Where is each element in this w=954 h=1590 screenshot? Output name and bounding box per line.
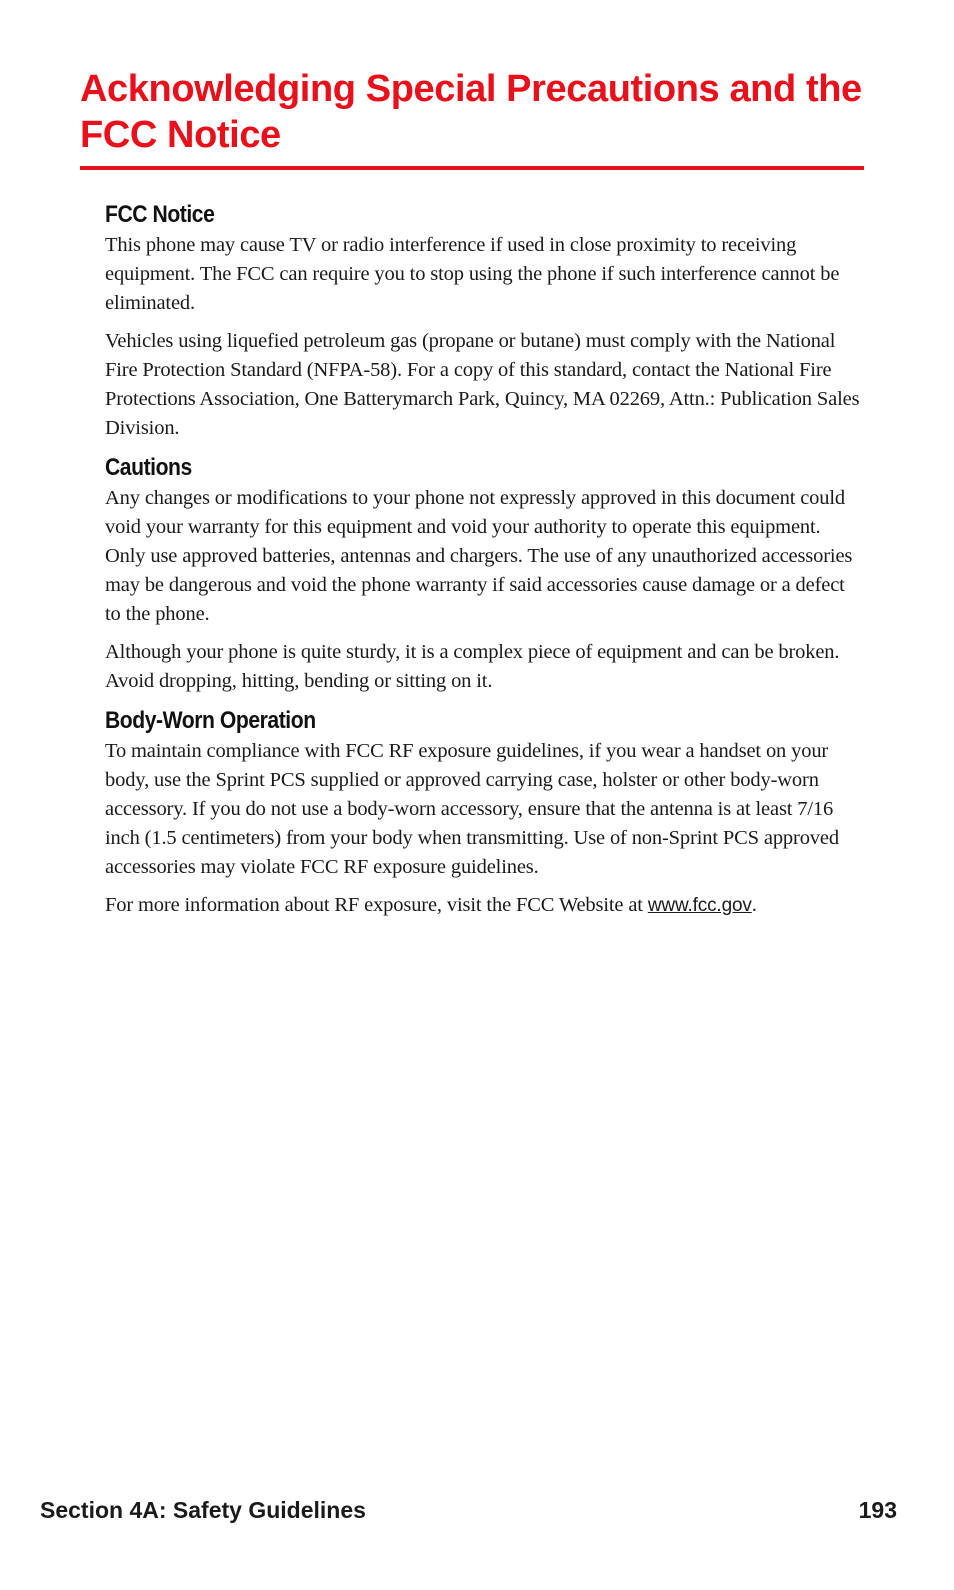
rf-info-period: .	[751, 894, 757, 916]
fcc-notice-paragraph-2: Vehicles using liquefied petroleum gas (propane or butane) must comply with the National Fire Protection Standard (NFPA-58). For a copy of this standard, contact the National Fire Protections Association, One Batterymarch Park, Quincy, MA 02269, Attn.: Publication Sales Division.	[105, 330, 860, 439]
section-heading-body-worn-operation: Body-Worn Operation	[105, 707, 316, 734]
page-title: Acknowledging Special Precautions and the FCC Notice	[80, 68, 862, 156]
section-heading-cautions: Cautions	[105, 454, 192, 481]
rf-info-text: For more information about RF exposure, visit the FCC Website at	[105, 894, 648, 916]
title-divider	[80, 166, 864, 170]
footer-section-label: Section 4A: Safety Guidelines	[40, 1497, 366, 1523]
cautions-paragraph-2: Although your phone is quite sturdy, it is a complex piece of equipment and can be broken. Avoid dropping, hitting, bending or sitting on it.	[105, 641, 840, 692]
page-footer	[40, 1494, 897, 1526]
fcc-notice-paragraph-1: This phone may cause TV or radio interference if used in close proximity to receiving equipment. The FCC can require you to stop using the phone if such interference cannot be eliminated.	[105, 234, 840, 314]
section-heading-fcc-notice: FCC Notice	[105, 201, 215, 228]
body-worn-paragraph-2	[105, 891, 865, 920]
body-worn-paragraph-1: To maintain compliance with FCC RF exposure guidelines, if you wear a handset on your body, use the Sprint PCS supplied or approved carrying case, holster or other body-worn accessory. If you do not use a body-worn accessory, ensure that the antenna is at least 7/16 inch (1.5 centimeters) from your body when transmitting. Use of non-Sprint PCS approved accessories may violate FCC RF exposure guidelines.	[105, 740, 839, 878]
cautions-paragraph-1: Any changes or modifications to your phone not expressly approved in this document could void your warranty for this equipment and void your authority to operate this equipment. Only use approved batteries, antennas and chargers. The use of any unauthorized accessories may be dangerous and void the phone warranty if said accessories cause damage or a defect to the phone.	[105, 487, 853, 625]
main-content	[105, 199, 865, 929]
page-number: 193	[858, 1497, 897, 1523]
fcc-website-link[interactable]: www.fcc.gov	[647, 895, 752, 916]
